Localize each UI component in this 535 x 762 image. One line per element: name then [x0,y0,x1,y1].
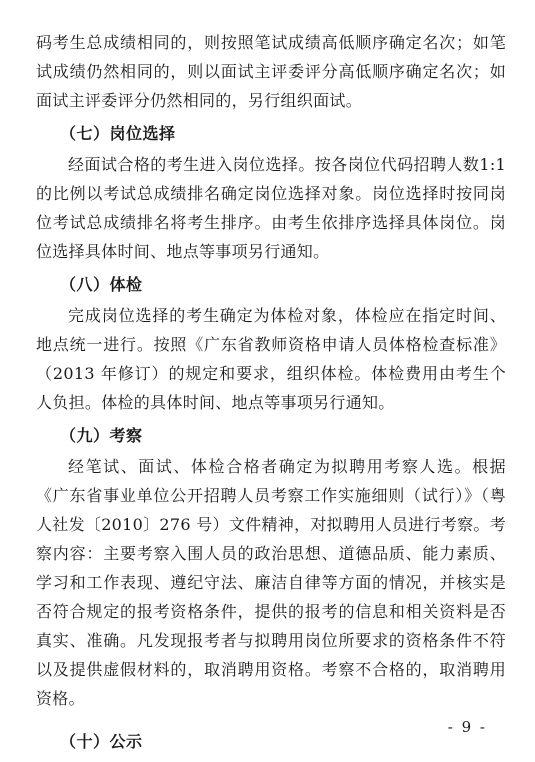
paragraph-inspection: 经笔试、面试、体检合格者确定为拟聘用考察人选。根据《广东省事业单位公开招聘人员考察工作实施细则（试行）》（粤人社发〔2010〕276 号）文件精神，对拟聘用人员进行考察。考察内容：主要考察入围人员的政治思想、道德品质、能力素质、学习和工作表现、遵纪守法、廉洁自律等方面的情况，并核实是否符合规定的报考资格条件，提供的报考的信息和相关资料是否真实、准确。凡发现报考者与拟聘用岗位所要求的资格条件不符以及提供虚假材料的，取消聘用资格。考察不合格的，取消聘用资格。 [36,457,506,708]
document-page [36,28,506,758]
paragraph-physical-exam: 完成岗位选择的考生确定为体检对象，体检应在指定时间、地点统一进行。按照《广东省教师资格申请人员体格检查标准》（2013 年修订）的规定和要求，组织体检。体检费用由考生个人负担。体检的具体时间、地点等事项另行通知。 [36,306,506,412]
paragraph-ranking-tiebreak: 码考生总成绩相同的，则按照笔试成绩高低顺序确定名次；如笔试成绩仍然相同的，则以面试主评委评分高低顺序确定名次；如面试主评委评分仍然相同的，另行组织面试。 [36,33,506,110]
heading-physical-exam: （八）体检 [60,275,143,294]
heading-inspection: （九）考察 [60,426,143,445]
paragraph-position-selection: 经面试合格的考生进入岗位选择。按各岗位代码招聘人数1:1的比例以考试总成绩排名确定岗位选择对象。岗位选择时按同岗位考试总成绩排名将考生排序。由考生依排序选择具体岗位。岗位选择具体时间、地点等事项另行通知。 [36,155,506,261]
heading-public-notice: （十）公示 [60,732,143,751]
heading-position-selection: （七）岗位选择 [60,124,176,143]
page-number: - 9 - [447,718,487,736]
